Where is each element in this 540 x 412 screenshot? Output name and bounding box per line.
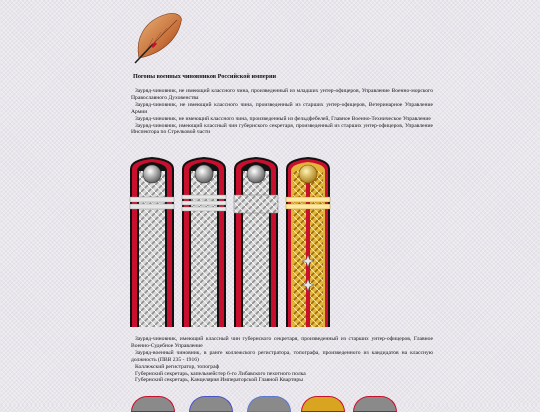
shoulder-board-top [301,396,345,412]
intro-line: Зауряд-чиновник, имеющий классный чин губернского секретаря, произведенный из старших унтер-офицеров, Управление Инспектора по Стрелковой части [131,122,433,136]
shoulder-boards-image [127,157,337,329]
leaf-with-pen-icon [133,8,185,64]
lower-line: Зауряд-военный чиновник, в ранге коллежского регистратора, топографа, произведенного из кандидатов на классную должность (ПВВ 235 - 1916) [131,349,433,363]
intro-line: Зауряд-чиновник, не имеющий классного чина, произведенный из старших унтер-офицеров, Ветеринарное Управление Армии [131,101,433,115]
lower-line: Зауряд-чиновник, имеющий классный чин губернского секретаря, произведенный из старших унтер-офицеров, Главное Военно-Судебное Управление [131,336,433,349]
shoulder-board-1 [130,157,174,327]
shoulder-board-top [353,396,397,412]
intro-line: Зауряд-чиновник, не имеющий классного чина, произведенный из младших унтер-офицеров, Управление Военно-морского Православного Духовенства [131,88,433,101]
lower-line: Коллежский регистратор, топограф [135,363,220,370]
intro-line: Зауряд-чиновник, не имеющий классного чина, произведенный из фельдфебелей, Главное Военно-Техническое Управление [135,115,431,122]
shoulder-board-top [247,396,291,412]
shoulder-board-3 [234,157,278,327]
shoulder-board-2 [182,157,226,327]
lower-line: Губернский секретарь, Канцелярия Императорской Главной Квартиры [135,377,303,384]
page-title: Погоны военных чиновников Российской империи [133,73,277,80]
shoulder-board-top [189,396,233,412]
shoulder-board-4 [286,157,330,327]
intro-text-block [131,88,433,136]
lower-line: Губернский секретарь, капельмейстер 6-го Либавского пехотного полка [135,370,306,377]
lower-text-block [131,336,433,384]
shoulder-board-top [131,396,175,412]
next-shoulder-boards-row [131,396,391,405]
